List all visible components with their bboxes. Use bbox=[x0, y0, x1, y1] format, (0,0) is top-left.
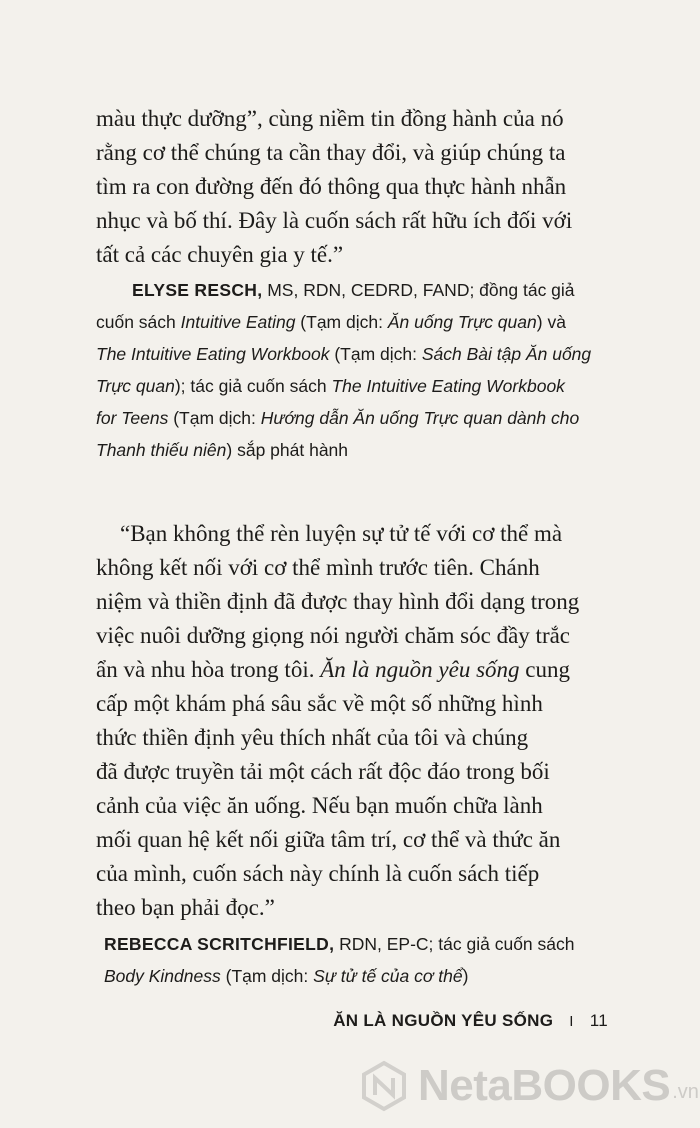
quote-2-line: theo bạn phải đọc.” bbox=[96, 895, 275, 920]
quote-2 bbox=[96, 517, 612, 925]
quote-2-line: “Bạn không thể rèn luyện sự tử tế với cơ thể mà bbox=[120, 521, 563, 546]
footer-separator: I bbox=[569, 1012, 574, 1030]
author-name-elyse-resch: ELYSE RESCH, bbox=[132, 280, 263, 300]
quote-2-line: việc nuôi dưỡng giọng nói người chăm sóc đầy trắc bbox=[96, 623, 571, 648]
quote-2-line: của mình, cuốn sách này chính là cuốn sách tiếp bbox=[96, 861, 540, 886]
watermark bbox=[358, 1060, 699, 1112]
page-footer bbox=[333, 1011, 608, 1031]
attribution-2: REBECCA SCRITCHFIELD, RDN, EP-C; tác giả cuốn sách Body Kindness (Tạm dịch: Sự tử tế của cơ thể) bbox=[104, 934, 575, 986]
quote-2-line: mối quan hệ kết nối giữa tâm trí, cơ thể và thức ăn bbox=[96, 827, 561, 852]
quote-2-line: ẩn và nhu hòa trong tôi. Ăn là nguồn yêu sống cung bbox=[96, 657, 570, 682]
quote-2-line: niệm và thiền định đã được thay hình đổi dạng trong bbox=[96, 589, 580, 614]
quote-1-line: tìm ra con đường đến đó thông qua thực hành nhẫn bbox=[96, 174, 567, 199]
quote-1-line: nhục và bố thí. Đây là cuốn sách rất hữu ích đối với bbox=[96, 208, 573, 233]
quote-2-line: thức thiền định yêu thích nhất của tôi và chúng bbox=[96, 725, 529, 750]
quote-2-line: không kết nối với cơ thể mình trước tiên. Chánh bbox=[96, 555, 540, 580]
watermark-suffix: .vn bbox=[672, 1081, 699, 1103]
quote-2-line: đã được truyền tải một cách rất độc đáo trong bối bbox=[96, 759, 550, 784]
quote-2-line: cấp một khám phá sâu sắc về một số những hình bbox=[96, 691, 543, 716]
attribution-1-line: ELYSE RESCH, MS, RDN, CEDRD, FAND; đồng tác giả bbox=[132, 280, 575, 300]
page-number: 11 bbox=[589, 1011, 608, 1030]
netabooks-logo-icon bbox=[358, 1060, 410, 1112]
watermark-text: NetaBOOKS bbox=[418, 1061, 671, 1110]
attribution-1-cont: cuốn sách Intuitive Eating (Tạm dịch: Ăn uống Trực quan) và The Intuitive Eating Workbook (Tạm dịch: Sách Bài tập Ăn uống Trực quan); tác giả cuốn sách The Intuitive Eating Workbook for Teens (Tạm dịch: Hướng dẫn Ăn uống Trực quan dành cho Thanh thiếu niên) sắp phát hành bbox=[96, 312, 592, 460]
quote-1-line: màu thực dưỡng”, cùng niềm tin đồng hành của nó bbox=[96, 106, 564, 131]
quote-1-line: rằng cơ thể chúng ta cần thay đổi, và giúp chúng ta bbox=[96, 140, 566, 165]
quote-1-line: tất cả các chuyên gia y tế.” bbox=[96, 242, 344, 267]
attribution-1 bbox=[132, 274, 612, 306]
author-name-rebecca-scritchfield: REBECCA SCRITCHFIELD, bbox=[104, 934, 335, 954]
quote-1 bbox=[96, 102, 612, 272]
quote-2-line: cảnh của việc ăn uống. Nếu bạn muốn chữa lành bbox=[96, 793, 543, 818]
running-title: ĂN LÀ NGUỒN YÊU SỐNG bbox=[333, 1011, 554, 1030]
